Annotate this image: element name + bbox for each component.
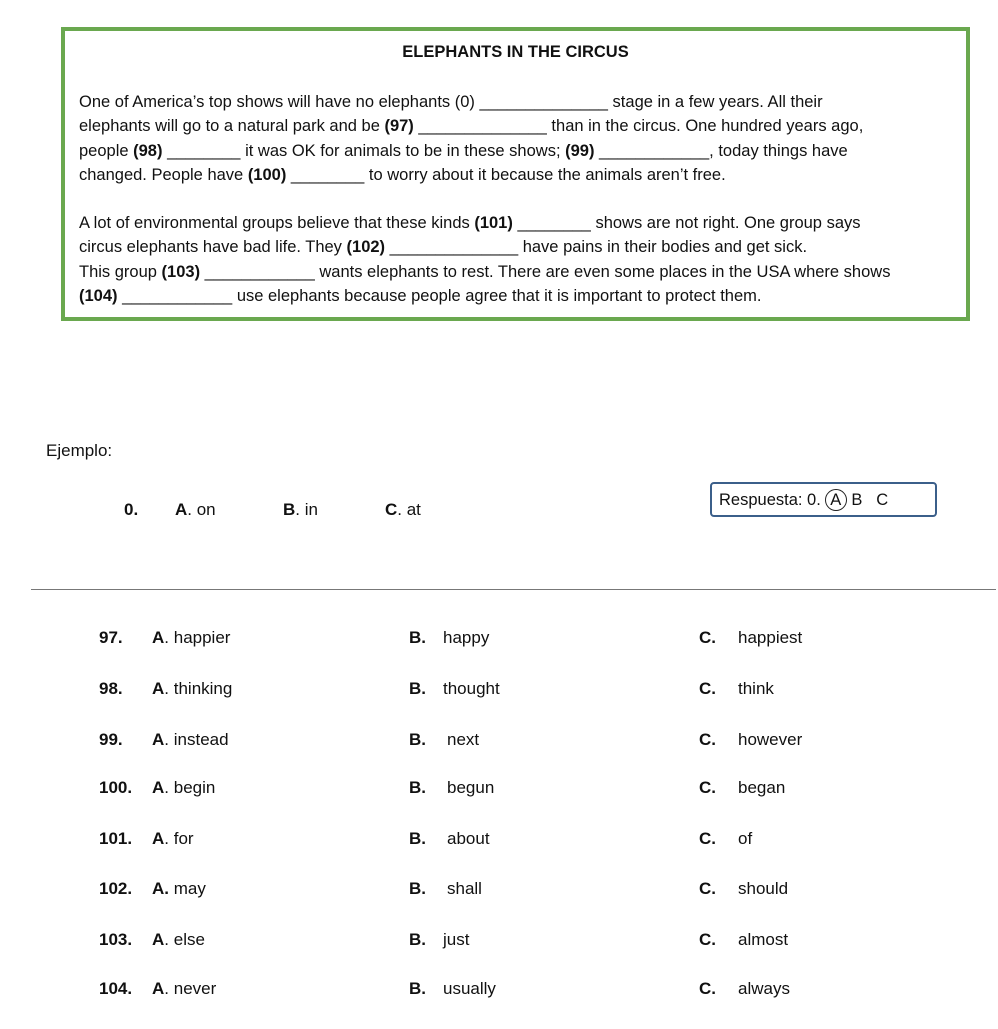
passage-line: One of America’s top shows will have no elephants (0) ______________ stage in a few years. All their (79, 93, 823, 111)
question-row (0, 829, 998, 853)
option-b-letter: B. (409, 979, 426, 998)
question-row (0, 730, 998, 754)
option-b-letter: B. (409, 730, 426, 749)
answer-option-b: B (851, 491, 863, 509)
example-option-a: A. on (175, 500, 216, 519)
question-number: 97. (99, 628, 123, 647)
circled-answer: A (825, 489, 847, 511)
option-c[interactable]: always (738, 979, 790, 998)
option-c-letter: C. (699, 979, 716, 998)
answer-box (710, 482, 937, 517)
question-number: 100. (99, 778, 133, 797)
option-c[interactable]: almost (738, 930, 789, 949)
option-c[interactable]: happiest (738, 628, 803, 647)
question-row (0, 930, 998, 954)
question-number: 104. (99, 979, 133, 998)
question-number: 102. (99, 879, 133, 898)
question-number: 98. (99, 679, 123, 698)
option-b[interactable]: shall (447, 879, 482, 898)
option-c-letter: C. (699, 730, 716, 749)
passage-line: This group (103) ____________ wants elephants to rest. There are even some places in the USA where shows (79, 262, 891, 281)
option-c-letter: C. (699, 829, 716, 848)
answer-option-c: C (876, 491, 889, 509)
option-a[interactable]: A. happier (152, 628, 231, 647)
question-row (0, 778, 998, 802)
question-number: 103. (99, 930, 133, 949)
option-c[interactable]: however (738, 730, 803, 749)
example-number: 0. (124, 500, 139, 519)
paragraph-1 (79, 90, 958, 187)
question-number: 99. (99, 730, 123, 749)
option-c-letter: C. (699, 778, 716, 797)
question-row (0, 879, 998, 903)
option-a[interactable]: A. for (152, 829, 194, 848)
passage-title: ELEPHANTS IN THE CIRCUS (402, 43, 629, 61)
option-b-letter: B. (409, 829, 426, 848)
option-a[interactable]: A. begin (152, 778, 216, 797)
passage-line: (104) ____________ use elephants because people agree that it is important to protect them. (79, 286, 762, 305)
option-a[interactable]: A. instead (152, 730, 229, 749)
option-c-letter: C. (699, 879, 716, 898)
option-c[interactable]: should (738, 879, 789, 898)
option-c[interactable]: of (738, 829, 753, 848)
question-row (0, 979, 998, 1003)
option-c[interactable]: began (738, 778, 786, 797)
option-b[interactable]: just (443, 930, 470, 949)
option-b-letter: B. (409, 930, 426, 949)
option-b-letter: B. (409, 628, 426, 647)
option-b-letter: B. (409, 879, 426, 898)
option-b[interactable]: happy (443, 628, 490, 647)
passage-line: changed. People have (100) ________ to worry about it because the animals aren’t free. (79, 165, 726, 184)
passage-box (61, 27, 970, 321)
passage-line: circus elephants have bad life. They (102) ______________ have pains in their bodies and get sick. (79, 238, 808, 257)
example-option-c: C. at (385, 500, 421, 519)
option-a[interactable]: A. else (152, 930, 205, 949)
answer-prefix: Respuesta: 0. (719, 491, 821, 509)
option-c-letter: C. (699, 930, 716, 949)
option-a[interactable]: A. thinking (152, 679, 233, 698)
option-b[interactable]: usually (443, 979, 496, 998)
option-a[interactable]: A. never (152, 979, 217, 998)
option-b[interactable]: about (447, 829, 490, 848)
example-label: Ejemplo: (46, 441, 113, 460)
paragraph-2 (79, 211, 958, 308)
question-number: 101. (99, 829, 133, 848)
divider (31, 589, 996, 590)
option-c-letter: C. (699, 628, 716, 647)
option-b[interactable]: next (447, 730, 480, 749)
option-a[interactable]: A. may (152, 879, 206, 898)
option-b[interactable]: begun (447, 778, 495, 797)
passage-line: A lot of environmental groups believe that these kinds (101) ________ shows are not right. One group says (79, 214, 861, 232)
option-b-letter: B. (409, 679, 426, 698)
option-b[interactable]: thought (443, 679, 500, 698)
passage-line: people (98) ________ it was OK for animals to be in these shows; (99) ____________, today things have (79, 141, 848, 160)
example-option-b: B. in (283, 500, 318, 519)
question-row (0, 628, 998, 652)
passage-line: elephants will go to a natural park and be (97) ______________ than in the circus. One hundred years ago, (79, 117, 864, 136)
question-row (0, 679, 998, 703)
option-c-letter: C. (699, 679, 716, 698)
option-c[interactable]: think (738, 679, 774, 698)
option-b-letter: B. (409, 778, 426, 797)
